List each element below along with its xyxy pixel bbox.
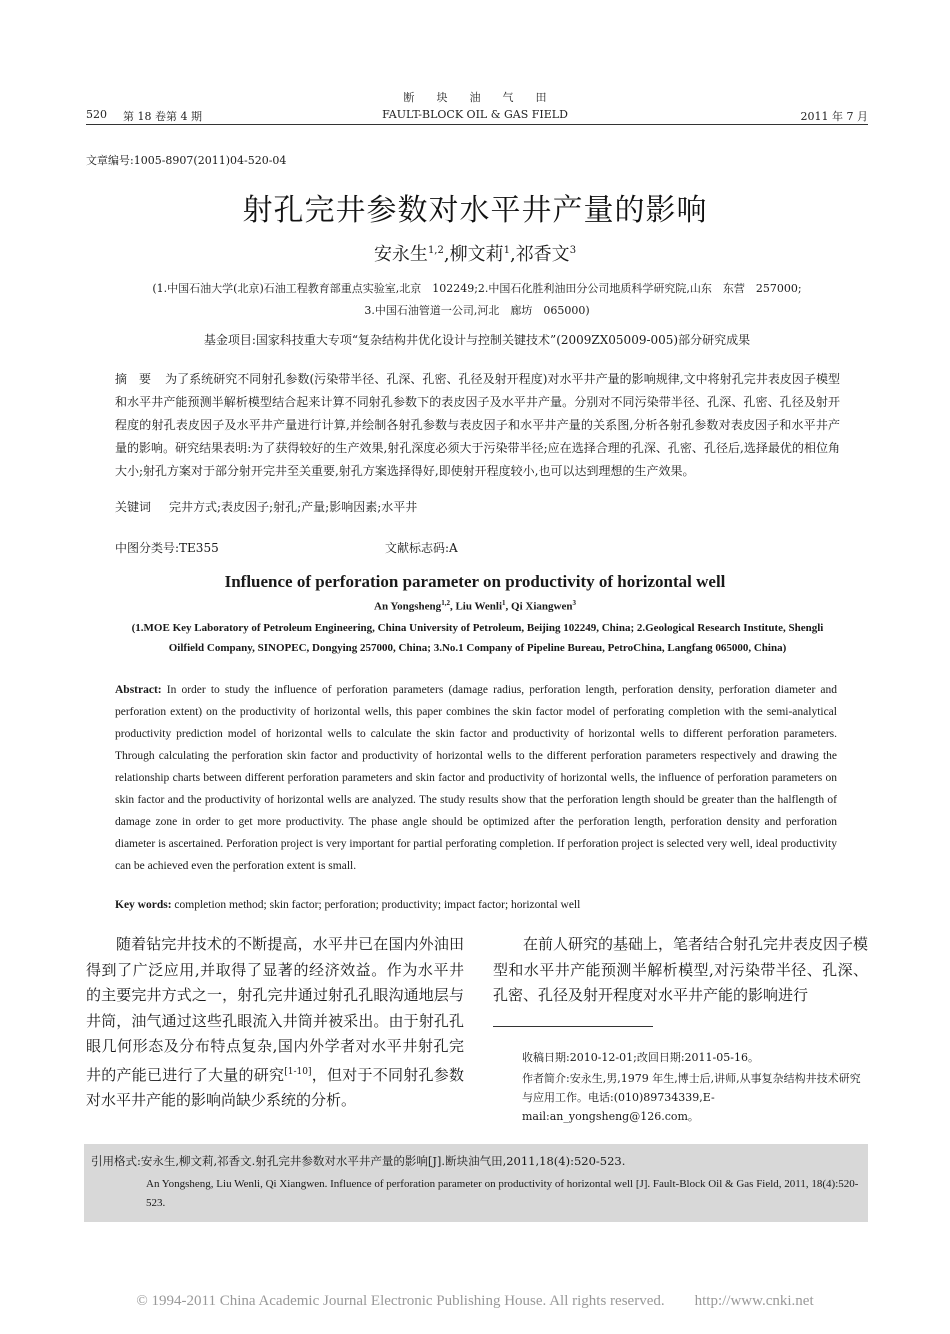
abstract-cn xyxy=(115,368,840,483)
body-text-right-column: 在前人研究的基础上，笔者结合射孔完井表皮因子模型和水平井产能预测半解析模型,对污染带半径、孔深、孔密、孔径及射开程度对水平井产能的影响进行 xyxy=(493,935,869,1004)
title-cn: 射孔完井参数对水平井产量的影响 xyxy=(242,193,708,228)
journal-volume: 第 18 卷第 4 期 xyxy=(123,110,202,123)
author-name-en: Liu Wenli xyxy=(455,600,503,613)
article-number: 文章编号:1005-8907(2011)04-520-04 xyxy=(86,154,287,167)
affiliation-cn-line-1: (1.中国石油大学(北京)石油工程教育部重点实验室,北京 102249;2.中国石化胜利油田分公司地质科学研究院,山东 东营 257000; xyxy=(152,282,802,295)
author-affil-mark: 1 xyxy=(503,245,510,256)
journal-name-cn: 断 块 油 气 田 xyxy=(403,91,547,104)
header-rule xyxy=(86,124,868,125)
classification-number: 中图分类号:TE355 xyxy=(115,541,219,555)
authors-cn: 安永生$^{1,2}$,柳文莉$^1$,祁香文$^3$ xyxy=(373,244,577,265)
copyright-notice: © 1994-2011 China Academic Journal Electronic Publishing House. All rights reserved. http://www.cnki.net xyxy=(136,1293,814,1309)
issue-date: 2011 年 7 月 xyxy=(800,110,868,123)
author-name-en: Qi Xiangwen xyxy=(511,600,573,613)
page-number: 520 xyxy=(86,108,107,121)
body-text: ，但对于不同射孔参数对水平井产能的影响尚缺少系统的分析。 xyxy=(86,1065,464,1109)
author-affil-mark: 3 xyxy=(569,245,577,256)
authors-en: An Yongsheng$^{1,2}$, Liu Wenli$^1$, Qi Xiangwen$^3$ xyxy=(374,599,576,613)
author-affil-mark: 1,2 xyxy=(427,245,444,256)
abstract-en-label: Abstract: xyxy=(115,684,162,696)
abstract-cn-text: 为了系统研究不同射孔参数(污染带半径、孔深、孔密、孔径及射开程度)对水平井产量的影响规律,文中将射孔完井表皮因子模型和水平井产能预测半解析模型结合起来计算不同射孔参数下的表皮因子及水平井产量。分别对不同污染带半径、孔深、孔密、孔径及射开程度的射孔表皮因子及水平井产量进行计算,并绘制各射孔参数与表皮因子和水平井产量的关系图,分析各射孔参数对表皮因子和水平井产量的影响。研究结果表明:为了获得较好的生产效果,射孔深度必须大于污染带半径;应在选择合理的孔深、孔密、孔径后,选择最优的相位角大小;射孔方案对于部分射开完井至关重要,射孔方案选择得好,即使射开程度较小,也可以达到理想的生产效果。 xyxy=(115,372,840,478)
footnote-rule xyxy=(493,1026,653,1027)
reference-mark: [1-10] xyxy=(284,1066,312,1077)
author-name: 安永生 xyxy=(373,244,428,265)
body-text-left-column xyxy=(86,932,464,1114)
abstract-en xyxy=(115,679,837,877)
fund-project: 基金项目:国家科技重大专项“复杂结构井优化设计与控制关键技术”(2009ZX05009-005)部分研究成果 xyxy=(203,333,751,347)
author-affil-mark: 1,2 xyxy=(441,599,450,607)
citation-en: An Yongsheng, Liu Wenli, Qi Xiangwen. Influence of perforation parameter on productivity of horizontal well [J]. Fault-Block Oil & Gas Field, 2011, 18(4):520-523. xyxy=(146,1178,859,1209)
keywords-cn xyxy=(115,498,840,515)
footnote-author-bio: 作者简介:安永生,男,1979 年生,博士后,讲师,从事复杂结构井技术研究与应用工作。电话:(010)89734339,E-mail:an_yongsheng@126.com。 xyxy=(522,1072,861,1123)
abstract-en-text: In order to study the influence of perforation parameters (damage radius, perforation length, perforation density, perforation diameter and perforation extent) on the productivity of horizontal wells, this paper combines the skin factor model of perforating completion with the semi-analytical productivity prediction model of horizontal wells to calculate the skin factor and productivity of horizontal wells to different perforation parameters. Through calculating the perforation skin factor and productivity of horizontal wells to the different perforation parameters respectively and drawing the relationship charts between different perforation parameters and skin factor and productivity of horizontal wells, the influence of perforation parameters on skin factor and the productivity of horizontal wells are analyzed. The study results show that the perforation length should be greater than the halflength of damage zone in order to get more productivity. The phase angle should be optimized after the perforation length, perforation density and perforation diameter is ascertained. Perforation project is very important for partial perforating completion. If perforation project is selected very well, ideal productivity can be achieved even the perforation extent is small. xyxy=(115,684,838,872)
citation-cn: 引用格式:安永生,柳文莉,祁香文.射孔完井参数对水平井产量的影响[J].断块油气田,2011,18(4):520-523. xyxy=(91,1154,626,1168)
footnote-received-dates: 收稿日期:2010-12-01;改回日期:2011-05-16。 xyxy=(522,1051,759,1064)
author-name: 祁香文 xyxy=(515,244,570,265)
author-affil-mark: 1 xyxy=(502,599,506,607)
author-name: 柳文莉 xyxy=(449,244,504,265)
affiliation-en: (1.MOE Key Laboratory of Petroleum Engineering, China University of Petroleum, Beijing 102249, China; 2.Geological Research Institute, Shengli Oilfield Company, SINOPEC, Dongying 257000, China; 3.No.1 Company of Pipeline Bureau, PetroChina, Langfang 065000, China) xyxy=(131,622,824,654)
journal-name-en: FAULT-BLOCK OIL & GAS FIELD xyxy=(382,108,568,121)
keywords-en xyxy=(115,899,840,911)
title-en: Influence of perforation parameter on productivity of horizontal well xyxy=(224,572,726,591)
body-text: 随着钻完井技术的不断提高，水平井已在国内外油田得到了广泛应用,并取得了显著的经济效益。作为水平井的主要完井方式之一，射孔完井通过射孔孔眼沟通地层与井筒，油气通过这些孔眼流入井筒并被采出。由于射孔孔眼几何形态及分布特点复杂,国内外学者对水平井射孔完井的产能已进行了大量的研究 xyxy=(86,935,464,1084)
author-affil-mark: 3 xyxy=(572,599,576,607)
affiliation-cn-line-2: 3.中国石油管道一公司,河北 廊坊 065000) xyxy=(364,304,590,317)
keywords-cn-text: 完井方式;表皮因子;射孔;产量;影响因素;水平井 xyxy=(169,500,418,514)
keywords-en-label: Key words: xyxy=(115,899,172,911)
author-name-en: An Yongsheng xyxy=(374,600,442,613)
keywords-cn-label: 关键词 xyxy=(115,500,152,514)
document-code: 文献标志码:A xyxy=(385,541,458,555)
keywords-en-text: completion method; skin factor; perforation; productivity; impact factor; horizontal well xyxy=(174,899,581,911)
abstract-cn-label: 摘 要 xyxy=(115,372,152,386)
